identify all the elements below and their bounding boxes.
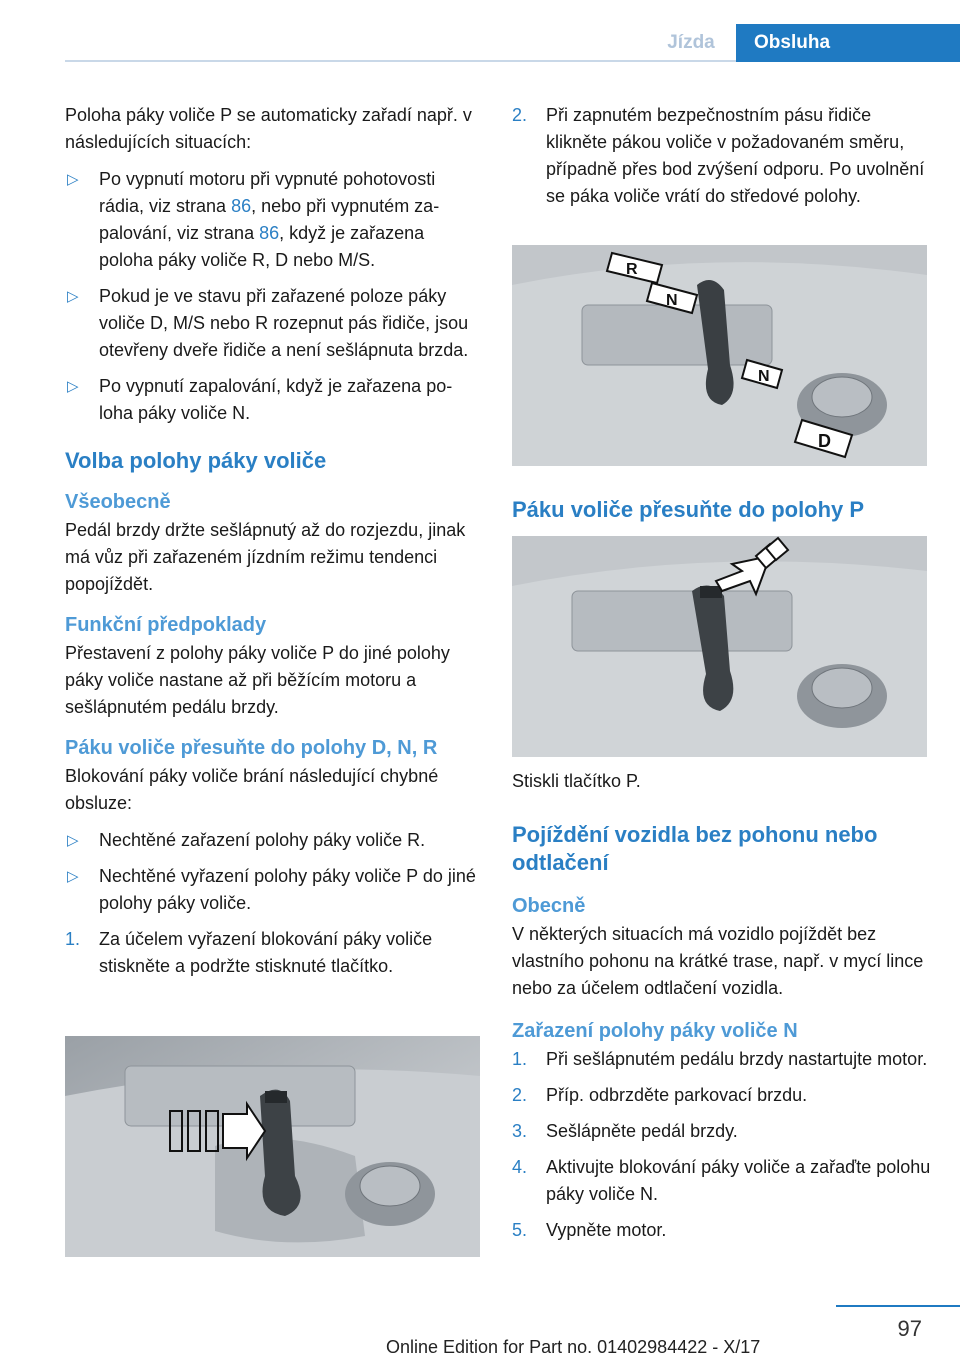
shift-label-r: R xyxy=(626,261,638,278)
n-steps-list xyxy=(512,1046,932,1244)
list-item xyxy=(512,1046,932,1073)
list-text: Aktivujte blokování páky voliče a zařaďte polohu páky voliče N. xyxy=(546,1157,931,1204)
list-text: Nechtěné zařazení polohy páky voliče R. xyxy=(99,830,426,850)
subsection-heading: Páku voliče přesuňte do polohy D, N, R xyxy=(65,737,438,759)
step-number: 2. xyxy=(512,105,528,125)
list-text: Příp. odbrzděte parkovací brzdu. xyxy=(546,1085,808,1105)
step-number: 5. xyxy=(512,1220,528,1240)
list-text: Při zapnutém bezpečnostním pásu řidiče klikněte pákou voliče v požadovaném směru, případně přes bod zvýšení odporu. Po uvolnění se páka voliče vrátí do středové polohy. xyxy=(546,105,925,206)
section-heading: Volba polohy páky voliče xyxy=(65,448,327,473)
step-number: 4. xyxy=(512,1157,528,1177)
page-link[interactable]: 86 xyxy=(231,196,252,216)
list-item xyxy=(65,926,480,980)
intro-paragraph: Poloha páky voliče P se automaticky zařadí např. v následujících situacích: xyxy=(65,105,472,152)
gear-lever-button-figure xyxy=(65,1036,480,1257)
right-column-p xyxy=(512,496,932,532)
subsection-heading: Obecně xyxy=(512,895,586,917)
list-item xyxy=(65,283,480,364)
list-item xyxy=(65,166,480,274)
steps-list-continued xyxy=(512,102,932,210)
triangle-bullet-icon: ▷ xyxy=(67,832,79,849)
list-text: Pokud je ve stavu při zařazené poloze páky voliče D, M/S nebo R rozepnut pás řidiče, jsou otevřeny dveře řidiče a není sešlápnuta brzda. xyxy=(99,286,469,360)
list-text: Za účelem vyřazení blokování páky voliče stiskněte a podržte stisknuté tlačítko. xyxy=(99,929,433,976)
paragraph: Blokování páky voliče brání následující chybné obsluze: xyxy=(65,766,439,813)
shift-label-n-down: N xyxy=(758,368,770,385)
step-number: 2. xyxy=(512,1085,528,1105)
section-heading: Páku voliče přesuňte do polohy P xyxy=(512,497,865,522)
subsection-heading: Funkční předpoklady xyxy=(65,614,267,636)
step-number: 1. xyxy=(65,929,81,949)
list-item xyxy=(512,1118,932,1145)
list-item xyxy=(65,373,480,427)
triangle-bullet-icon: ▷ xyxy=(67,378,79,395)
list-item xyxy=(512,1217,932,1244)
list-item xyxy=(65,827,480,854)
step-number: 3. xyxy=(512,1121,528,1141)
p-button-illustration xyxy=(512,536,927,757)
list-text: Sešlápněte pedál brzdy. xyxy=(546,1121,738,1141)
auto-p-list xyxy=(65,166,480,427)
page-number: 97 xyxy=(897,1316,922,1341)
shift-pattern-figure xyxy=(512,245,927,466)
subsection-heading: Zařazení polohy páky voliče N xyxy=(512,1020,798,1042)
steps-list xyxy=(65,926,480,980)
list-item xyxy=(512,102,932,210)
shift-directions-illustration xyxy=(512,245,927,466)
p-button-figure xyxy=(512,536,927,757)
list-text: Po vypnutí motoru při vypnuté pohotovosti rádia, viz strana xyxy=(99,169,436,216)
subsection-heading: Všeobecně xyxy=(65,491,171,513)
left-column xyxy=(65,102,480,989)
list-text: Vypněte motor. xyxy=(546,1220,667,1240)
triangle-bullet-icon: ▷ xyxy=(67,868,79,885)
paragraph: Pedál brzdy držte sešlápnutý až do rozjezdu, jinak má vůz při zařazeném jízdním režimu tendenci popojíždět. xyxy=(65,520,466,594)
section-heading: Pojíždění vozidla bez pohonu nebo odtlačení xyxy=(512,822,878,875)
shift-label-d: D xyxy=(818,431,831,451)
list-text: Po vypnutí zapalování, když je zařazena poloha páky voliče N. xyxy=(99,376,453,423)
list-item xyxy=(512,1154,932,1208)
blocking-list xyxy=(65,827,480,917)
list-item xyxy=(65,863,480,917)
page-link[interactable]: 86 xyxy=(259,223,280,243)
triangle-bullet-icon: ▷ xyxy=(67,288,79,305)
tab-jizda[interactable]: Jízda xyxy=(667,32,715,53)
shift-label-n-up: N xyxy=(666,292,678,309)
list-item xyxy=(512,1082,932,1109)
triangle-bullet-icon: ▷ xyxy=(67,171,79,188)
paragraph: Stiskli tlačítko P. xyxy=(512,771,641,791)
tab-obsluha[interactable]: Obsluha xyxy=(736,24,960,62)
gear-lever-illustration xyxy=(65,1036,480,1257)
paragraph: V některých situacích má vozidlo pojíždět bez vlastního pohonu na krátké trase, např. v mycí lince nebo za účelem odtlačení vozidla. xyxy=(512,924,924,998)
list-text: Při sešlápnutém pedálu brzdy nastartujte motor. xyxy=(546,1049,928,1069)
paragraph: Přestavení z polohy páky voliče P do jiné polohy páky voliče nastane až při běžícím motoru a sešlápnutém pedálu brzdy. xyxy=(65,643,450,717)
right-column-bottom xyxy=(512,768,932,1253)
online-edition-note: Online Edition for Part no. 01402984422 - X/17 xyxy=(386,1337,761,1357)
footer-rule xyxy=(836,1305,960,1307)
list-text: , když je zařazena poloha páky voliče R, D nebo M/S. xyxy=(99,223,425,270)
step-number: 1. xyxy=(512,1049,528,1069)
right-column xyxy=(512,102,932,219)
list-text: Nechtěné vyřazení polohy páky voliče P do jiné polohy páky voliče. xyxy=(99,866,476,913)
list-text: , nebo při vypnutém zapalování, viz strana xyxy=(99,196,440,243)
